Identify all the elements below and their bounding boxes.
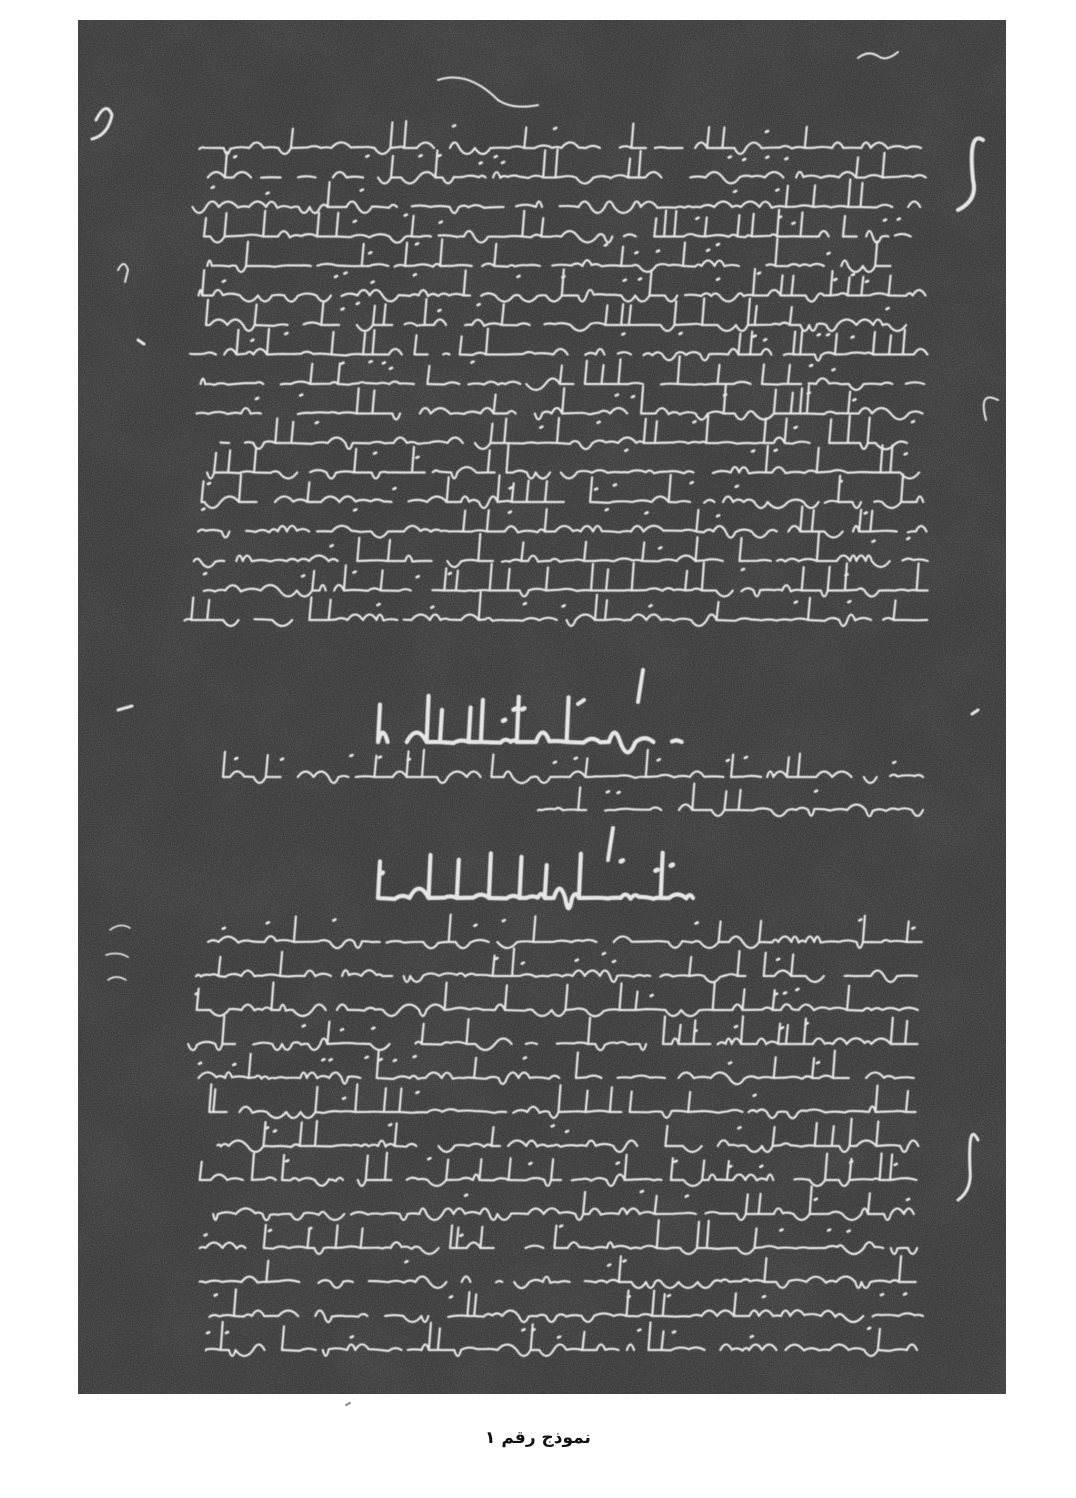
ink-stroke	[576, 960, 578, 961]
ink-stroke	[366, 1057, 368, 1058]
ink-stroke	[624, 1260, 626, 1261]
ink-stroke	[735, 1026, 737, 1027]
ink-stroke	[764, 339, 766, 340]
ink-stroke	[405, 1261, 407, 1262]
ink-stroke	[522, 708, 524, 709]
ink-stroke	[449, 573, 451, 574]
ink-stroke	[366, 156, 368, 157]
ink-stroke	[754, 1095, 756, 1096]
ink-stroke	[618, 792, 620, 793]
ink-stroke	[641, 1191, 643, 1192]
ink-stroke	[496, 958, 498, 959]
ink-stroke	[331, 545, 333, 546]
ink-stroke	[656, 870, 658, 871]
ink-stroke	[873, 541, 875, 542]
ink-stroke	[374, 453, 376, 454]
ink-stroke	[625, 450, 627, 451]
ink-stroke	[354, 509, 356, 510]
ink-stroke	[729, 1063, 731, 1064]
ink-stroke	[202, 509, 204, 510]
ink-stroke	[738, 1127, 740, 1128]
ink-stroke	[524, 1057, 526, 1058]
ink-stroke	[754, 336, 756, 337]
ink-stroke	[204, 573, 206, 574]
ink-stroke	[796, 989, 798, 990]
ink-stroke	[671, 865, 673, 866]
ink-stroke	[696, 218, 698, 219]
ink-stroke	[554, 762, 556, 763]
ink-stroke	[828, 253, 830, 254]
ink-stroke	[766, 157, 768, 158]
ink-stroke	[503, 920, 505, 921]
ink-stroke	[895, 1164, 897, 1165]
ink-stroke	[752, 451, 754, 452]
manuscript-photo	[78, 20, 1006, 1394]
ink-stroke	[614, 485, 616, 486]
ink-stroke	[390, 368, 392, 369]
ink-stroke	[912, 928, 914, 929]
ink-stroke	[563, 605, 565, 606]
ink-stroke	[405, 215, 407, 216]
ink-stroke	[394, 488, 396, 489]
ink-stroke	[898, 219, 900, 220]
ink-stroke	[417, 1092, 419, 1093]
ink-stroke	[300, 395, 302, 396]
ink-stroke	[827, 334, 829, 335]
ink-stroke	[474, 925, 476, 926]
ink-stroke	[341, 1029, 343, 1030]
ink-stroke	[378, 604, 380, 605]
ink-stroke	[529, 1163, 531, 1164]
ink-stroke	[691, 482, 693, 483]
ink-stroke	[351, 1336, 353, 1337]
ink-stroke	[793, 223, 795, 224]
ink-stroke	[266, 1127, 268, 1128]
ink-stroke	[208, 483, 210, 484]
ink-stroke	[503, 720, 505, 721]
ink-stroke	[495, 156, 497, 157]
ink-stroke	[751, 1336, 753, 1337]
ink-stroke	[281, 759, 283, 760]
ink-stroke	[659, 547, 661, 548]
ink-stroke	[810, 365, 812, 366]
ink-stroke	[651, 995, 653, 996]
ink-stroke	[394, 1060, 396, 1061]
ink-stroke	[518, 276, 520, 277]
ink-stroke	[617, 1163, 619, 1164]
ink-stroke	[540, 427, 542, 428]
ink-stroke	[668, 1295, 670, 1296]
ink-stroke	[440, 222, 442, 223]
ink-stroke	[658, 759, 660, 760]
scan-speck	[345, 1402, 351, 1407]
ink-stroke	[380, 1059, 382, 1060]
ink-stroke	[383, 362, 385, 363]
ink-stroke	[605, 244, 607, 245]
ink-stroke	[745, 757, 747, 758]
ink-stroke	[575, 758, 577, 759]
ink-stroke	[734, 191, 736, 192]
ink-stroke	[646, 512, 648, 513]
ink-stroke	[624, 280, 626, 281]
ink-stroke	[639, 279, 641, 280]
ink-stroke	[316, 422, 318, 423]
ink-stroke	[286, 1160, 288, 1161]
ink-stroke	[650, 605, 652, 606]
ink-stroke	[233, 1064, 235, 1065]
ink-stroke	[199, 1063, 201, 1064]
ink-stroke	[207, 1332, 209, 1333]
ink-stroke	[269, 1230, 271, 1231]
ink-stroke	[833, 369, 835, 370]
ink-stroke	[450, 1296, 452, 1297]
ink-stroke	[607, 791, 609, 792]
ink-stroke	[717, 244, 719, 245]
ink-stroke	[234, 156, 236, 157]
ink-stroke	[893, 762, 895, 763]
ink-stroke	[635, 252, 637, 253]
ink-stroke	[342, 363, 344, 364]
ink-stroke	[729, 1166, 731, 1167]
ink-stroke	[322, 1059, 324, 1060]
ink-stroke	[369, 252, 371, 253]
ink-stroke	[335, 276, 337, 277]
ink-stroke	[428, 1158, 430, 1159]
ink-stroke	[478, 304, 480, 305]
ink-stroke	[657, 251, 659, 252]
ink-stroke	[881, 1294, 883, 1295]
ink-stroke	[552, 1125, 554, 1126]
ink-stroke	[438, 310, 440, 311]
ink-stroke	[707, 250, 709, 251]
ink-stroke	[815, 1199, 817, 1200]
ink-stroke	[345, 273, 347, 274]
ink-stroke	[256, 398, 258, 399]
ink-stroke	[848, 1231, 850, 1232]
ink-stroke	[361, 190, 363, 191]
ink-stroke	[598, 422, 600, 423]
ink-stroke	[343, 1098, 345, 1099]
ink-stroke	[613, 961, 615, 962]
ink-stroke	[777, 959, 779, 960]
ink-stroke	[815, 791, 817, 792]
ink-stroke	[785, 158, 787, 159]
ink-stroke	[727, 760, 729, 761]
ink-stroke	[717, 279, 719, 280]
ink-stroke	[760, 1166, 762, 1167]
ink-stroke	[776, 190, 778, 191]
ink-stroke	[566, 1131, 568, 1132]
ink-stroke	[372, 282, 374, 283]
ink-stroke	[853, 399, 855, 400]
ink-stroke	[616, 395, 618, 396]
manuscript-photo-icon	[78, 20, 1006, 1394]
ink-stroke	[817, 1062, 819, 1063]
ink-stroke	[693, 421, 695, 422]
ink-stroke	[502, 162, 504, 163]
ink-stroke	[912, 421, 914, 422]
ink-stroke	[673, 1332, 675, 1333]
ink-stroke	[558, 1337, 560, 1338]
ink-stroke	[370, 361, 372, 362]
ink-stroke	[608, 1265, 610, 1266]
ink-stroke	[758, 273, 760, 274]
ink-stroke	[696, 923, 698, 924]
ink-stroke	[212, 187, 214, 188]
ink-stroke	[509, 512, 511, 513]
ink-stroke	[303, 1025, 305, 1026]
figure-caption: نموذج رقم ١	[485, 1428, 591, 1448]
ink-stroke	[372, 1028, 374, 1029]
ink-stroke	[465, 1195, 467, 1196]
ink-stroke	[215, 1295, 217, 1296]
ink-stroke	[354, 221, 356, 222]
ink-stroke	[865, 512, 867, 513]
ink-stroke	[251, 340, 253, 341]
ink-stroke	[414, 1056, 416, 1057]
ink-stroke	[766, 131, 768, 132]
ink-stroke	[868, 1328, 870, 1329]
ink-stroke	[357, 303, 359, 304]
ink-stroke	[884, 220, 886, 221]
ink-stroke	[848, 601, 850, 602]
ink-stroke	[784, 993, 786, 994]
ink-stroke	[431, 607, 433, 608]
ink-stroke	[460, 1235, 462, 1236]
ink-stroke	[595, 489, 597, 490]
ink-stroke	[453, 125, 455, 126]
ink-stroke	[417, 576, 419, 577]
ink-stroke	[781, 1027, 783, 1028]
ink-stroke	[795, 602, 797, 603]
ink-stroke	[780, 1230, 782, 1231]
ink-stroke	[235, 758, 237, 759]
ink-stroke	[775, 450, 777, 451]
ink-stroke	[267, 193, 269, 194]
ink-stroke	[763, 1296, 765, 1297]
ink-stroke	[686, 1196, 688, 1197]
ink-stroke	[560, 1226, 562, 1227]
ink-stroke	[742, 569, 744, 570]
ink-stroke	[350, 755, 352, 756]
ink-stroke	[302, 575, 304, 576]
ink-stroke	[522, 1329, 524, 1330]
ink-stroke	[904, 1294, 906, 1295]
ink-stroke	[554, 128, 556, 129]
ink-stroke	[736, 486, 738, 487]
ink-stroke	[680, 333, 682, 334]
ink-stroke	[514, 709, 516, 710]
ink-stroke	[603, 953, 605, 954]
ink-stroke	[905, 453, 907, 454]
ink-stroke	[416, 457, 418, 458]
ink-stroke	[907, 1199, 909, 1200]
ink-stroke	[223, 928, 225, 929]
ink-stroke	[638, 1330, 640, 1331]
ink-stroke	[379, 757, 381, 758]
ink-stroke	[330, 1059, 332, 1060]
ink-stroke	[907, 538, 909, 539]
ink-stroke	[524, 603, 526, 604]
ink-stroke	[887, 308, 889, 309]
ink-stroke	[274, 1131, 276, 1132]
ink-stroke	[480, 163, 482, 164]
ink-stroke	[414, 274, 416, 275]
ink-stroke	[226, 1332, 228, 1333]
ink-stroke	[743, 159, 745, 160]
ink-stroke	[852, 337, 854, 338]
ink-stroke	[354, 572, 356, 573]
ink-stroke	[795, 427, 797, 428]
ink-stroke	[439, 155, 441, 156]
ink-stroke	[472, 362, 474, 363]
ink-stroke	[717, 515, 719, 516]
ink-stroke	[622, 334, 624, 335]
ink-stroke	[223, 281, 225, 282]
ink-stroke	[522, 963, 524, 964]
ink-stroke	[828, 1230, 830, 1231]
ink-stroke	[267, 922, 269, 923]
ink-stroke	[632, 396, 634, 397]
ink-stroke	[859, 919, 861, 920]
ink-stroke	[866, 281, 868, 282]
ink-stroke	[675, 1161, 677, 1162]
ink-stroke	[818, 334, 820, 335]
ink-stroke	[834, 279, 836, 280]
ink-stroke	[205, 1234, 207, 1235]
ink-stroke	[333, 920, 335, 921]
ink-stroke	[416, 243, 418, 244]
ink-stroke	[606, 509, 608, 510]
ink-stroke	[285, 333, 287, 334]
ink-stroke	[420, 155, 422, 156]
ink-stroke	[342, 309, 344, 310]
ink-stroke	[621, 860, 623, 861]
ink-stroke	[852, 274, 854, 275]
ink-stroke	[510, 487, 512, 488]
ink-stroke	[389, 1124, 391, 1125]
ink-stroke	[729, 157, 731, 158]
